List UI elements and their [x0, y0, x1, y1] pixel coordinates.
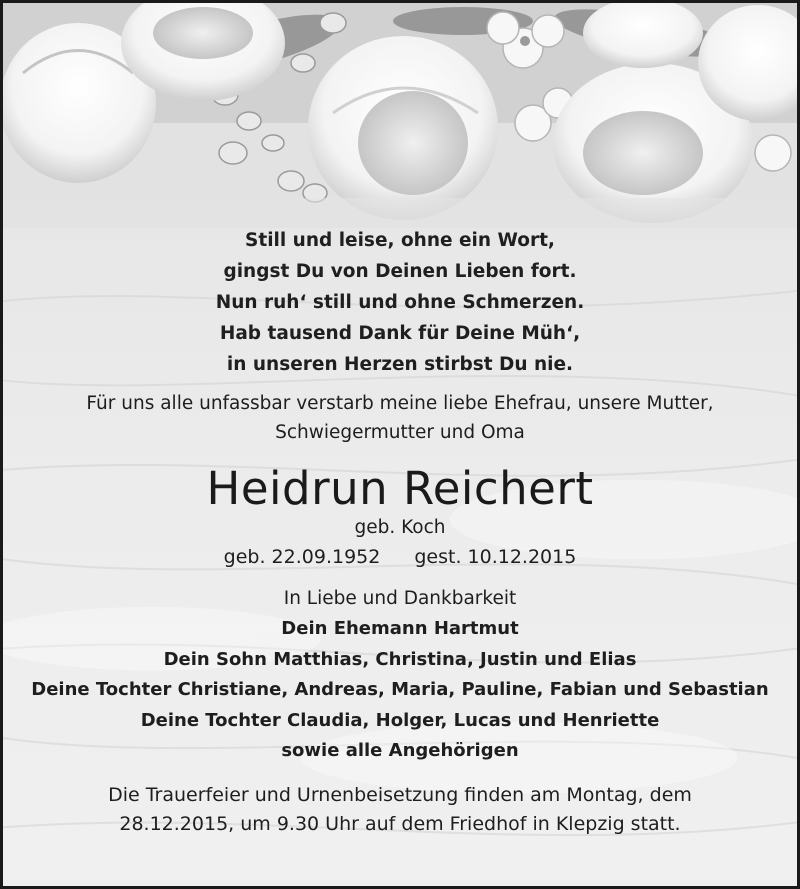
poem-line: gingst Du von Deinen Lieben fort. [223, 261, 577, 282]
life-dates [3, 541, 797, 573]
mourner-line: Deine Tochter Christiane, Andreas, Maria, Pauline, Fabian und Sebastian [31, 679, 769, 700]
memorial-poem [3, 225, 797, 380]
mourners-list [3, 584, 797, 767]
mourner-line: Dein Ehemann Hartmut [281, 618, 519, 639]
poem-line: Still und leise, ohne ein Wort, [245, 230, 555, 251]
mourner-line: sowie alle Angehörigen [281, 740, 519, 761]
funeral-service-info [3, 781, 797, 839]
death-announcement [3, 389, 797, 447]
poem-line: in unseren Herzen stirbst Du nie. [226, 354, 574, 375]
mourners-intro: In Liebe und Dankbarkeit [283, 588, 517, 609]
death-date: gest. 10.12.2015 [414, 546, 577, 568]
poem-line: Hab tausend Dank für Deine Müh‘, [219, 323, 581, 344]
maiden-name: geb. Koch [354, 517, 446, 538]
announcement-line: Für uns alle unfassbar verstarb meine liebe Ehefrau, unsere Mutter, [86, 393, 714, 414]
announcement-line: Schwiegermutter und Oma [275, 422, 525, 443]
birth-date: geb. 22.09.1952 [223, 546, 381, 568]
service-line: Die Trauerfeier und Urnenbeisetzung finden am Montag, dem [108, 783, 692, 806]
tulip-bouquet-image [3, 3, 800, 228]
mourner-line: Dein Sohn Matthias, Christina, Justin und Elias [163, 648, 637, 670]
mourner-line: Deine Tochter Claudia, Holger, Lucas und Henriette [140, 709, 660, 731]
poem-line: Nun ruh‘ still und ohne Schmerzen. [215, 292, 585, 313]
service-line: 28.12.2015, um 9.30 Uhr auf dem Friedhof in Klepzig statt. [119, 812, 681, 835]
deceased-name: Heidrun Reichert [206, 462, 594, 515]
obituary-text [3, 225, 797, 839]
